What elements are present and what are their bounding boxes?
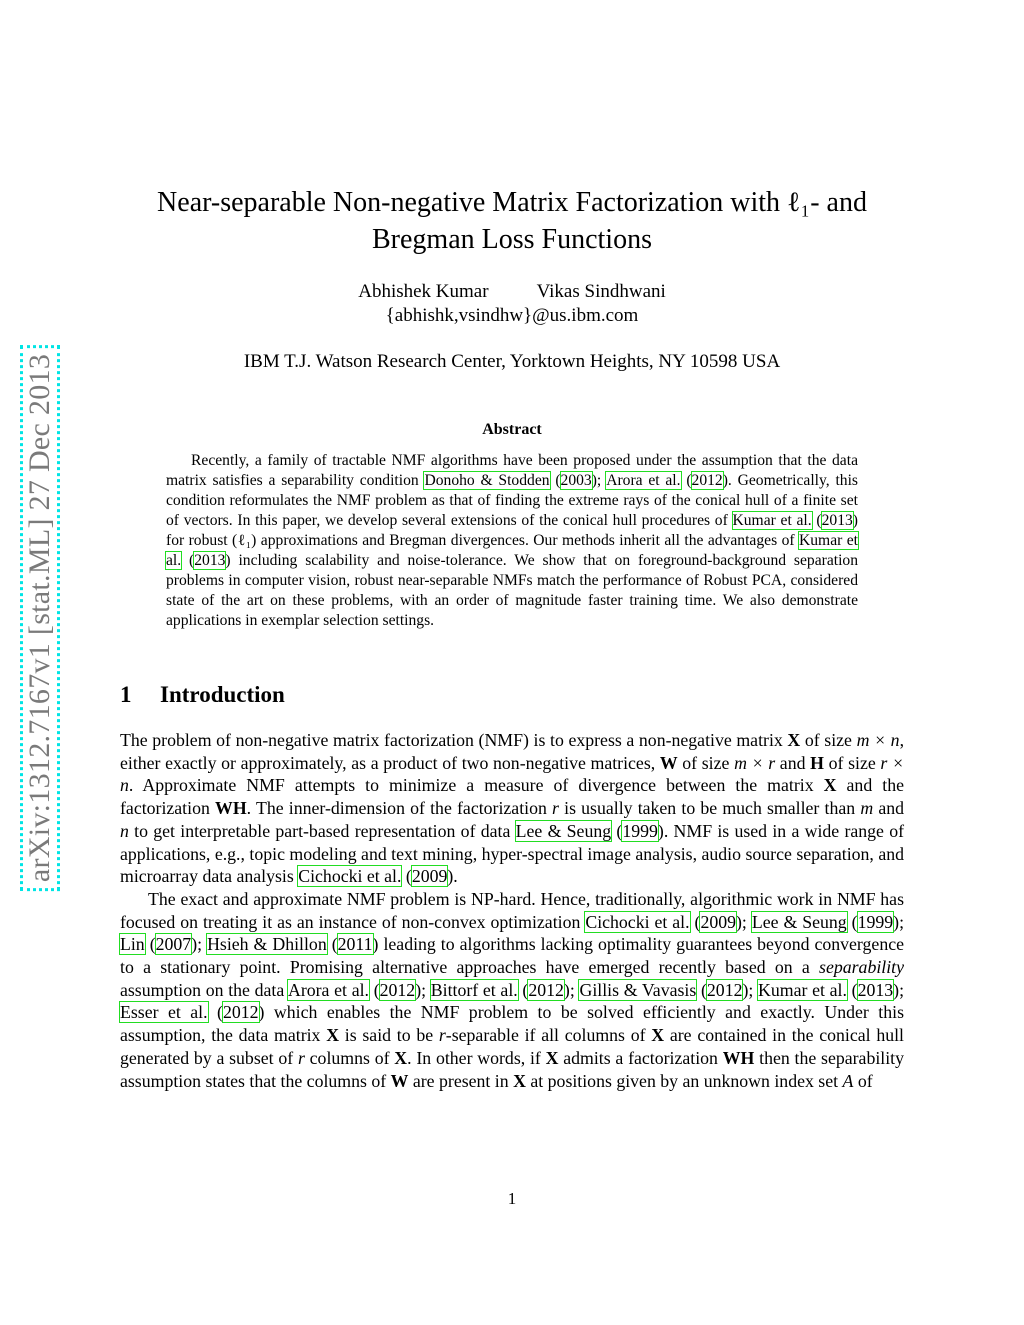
paragraph: [120, 888, 904, 1092]
text-run: . Approximate NMF attempts to minimize a measure of divergence between the matrix: [128, 775, 824, 796]
text-run: ) which enables the NMF problem to be solved efficiently and exactly. Under this assumption, the data matrix: [120, 1002, 904, 1046]
title-line-2: Bregman Loss Functions: [372, 224, 652, 255]
section-heading: [120, 682, 285, 708]
text-run: of size: [800, 730, 857, 750]
section-title: Introduction: [160, 682, 285, 707]
text-run: at positions given by an unknown index set: [525, 1070, 843, 1091]
abstract-heading: Abstract: [482, 421, 542, 438]
citation-link[interactable]: Bittorf et al.: [430, 979, 518, 1000]
text-run: );: [191, 934, 208, 955]
abstract-text-run: (: [549, 472, 561, 489]
math-italic: m × n: [856, 730, 900, 750]
text-run: );: [742, 979, 759, 1000]
citation-year-link[interactable]: 2009: [411, 866, 448, 887]
text-run: (: [611, 820, 623, 841]
citation-year-link[interactable]: 2003: [560, 472, 592, 489]
citation-link[interactable]: Arora et al.: [606, 472, 681, 489]
arxiv-stamp: [22, 318, 58, 918]
citation-link[interactable]: Esser et al.: [120, 1002, 208, 1023]
math-bold: X: [545, 1047, 559, 1068]
math-bold: H: [810, 752, 824, 773]
text-run: is usually taken to be much smaller than: [558, 798, 861, 819]
title-line-1: Near-separable Non-negative Matrix Factorization with ℓ₁- and: [157, 187, 867, 218]
text-run: and: [775, 752, 811, 773]
citation-link[interactable]: Kumar et al.: [758, 979, 847, 1000]
abstract-text-run: ) for robust (ℓ₁) approximations and Bregman divergences. Our methods inherit all the advantages of: [166, 512, 858, 549]
math-italic: r: [297, 1047, 305, 1068]
text-run: of size: [677, 752, 735, 773]
text-run: to get interpretable part-based representation of data: [128, 820, 516, 841]
citation-link[interactable]: Lee & Seung: [515, 820, 612, 841]
text-run: (: [846, 911, 858, 932]
citation-year-link[interactable]: 2012: [222, 1002, 259, 1023]
citation-link[interactable]: Kumar et al.: [732, 512, 812, 529]
text-run: );: [415, 979, 431, 1000]
citation-year-link[interactable]: 1999: [622, 820, 658, 841]
text-run: -separable if all columns of: [445, 1025, 652, 1046]
text-run: columns of: [304, 1047, 395, 1068]
math-bold: X: [651, 1025, 665, 1046]
emphasis: separability: [819, 957, 904, 978]
text-run: and: [873, 798, 905, 819]
math-bold: X: [394, 1047, 408, 1068]
citation-link[interactable]: Donoho & Stodden: [424, 472, 550, 489]
citation-year-link[interactable]: 2012: [528, 979, 564, 1000]
citation-link[interactable]: Gillis & Vavasis: [579, 979, 697, 1000]
math-italic: m: [860, 798, 874, 819]
text-run: ).: [447, 866, 458, 887]
citation-link[interactable]: Lin: [120, 934, 145, 955]
text-run: (: [144, 934, 156, 955]
text-run: are contained in the conical hull generated by a subset of: [120, 1025, 904, 1068]
text-run: (: [207, 1002, 223, 1023]
math-italic: r × n: [120, 752, 904, 796]
citation-link[interactable]: Lee & Seung: [751, 911, 847, 932]
abstract-text-run: ) including scalability and noise-tolerance. We show that on foreground-background separation problems in computer vision, robust near-separable NMFs match the performance of Robust PCA, considered state of the art on these problems, with an order of magnitude faster training time. We also demonstrate applications in exemplar selection settings.: [166, 552, 858, 629]
page-number: 1: [507, 1189, 517, 1208]
abstract-text-run: Recently, a family of tractable NMF algorithms have been proposed under the assumption that the data matrix satisfies a separability condition: [166, 452, 858, 489]
text-run: (: [401, 866, 412, 887]
paragraph: [120, 729, 904, 888]
abstract-text-run: (: [811, 512, 822, 529]
text-run: );: [563, 979, 580, 1000]
affiliation: IBM T.J. Watson Research Center, Yorktown Heights, NY 10598 USA: [243, 351, 781, 372]
citation-link[interactable]: Cichocki et al.: [585, 911, 690, 932]
abstract-text-run: (: [680, 472, 692, 489]
abstract-text: [166, 451, 858, 631]
math-italic: r: [552, 798, 559, 819]
text-run: (: [368, 979, 380, 1000]
author-list: [120, 281, 904, 303]
arxiv-stamp-text[interactable]: arXiv:1312.7167v1 [stat.ML] 27 Dec 2013: [20, 345, 60, 891]
math-italic: m × r: [734, 752, 776, 773]
text-run: (: [326, 934, 338, 955]
math-bold: X: [326, 1025, 340, 1046]
text-run: The exact and approximate NMF problem is NP-hard. Hence, traditionally, algorithmic work in NMF has focused on treating it as an instance of non-convex optimization: [120, 888, 904, 932]
math-italic: A: [842, 1070, 854, 1091]
math-bold: X: [787, 730, 801, 750]
text-run: of: [853, 1070, 873, 1091]
text-run: . In other words, if: [407, 1047, 546, 1068]
text-run: (: [517, 979, 529, 1000]
text-run: then the separability assumption states that the columns of: [120, 1047, 904, 1091]
math-bold: X: [823, 775, 837, 796]
abstract-text-run: ). Geometrically, this condition reformulates the NMF problem as that of finding the extreme rays of the conical hull of a finite set of vectors. In this paper, we develop several extensions of the conical hull procedures of: [166, 472, 858, 529]
math-bold: WH: [722, 1047, 755, 1068]
author-name: Abhishek Kumar: [358, 281, 489, 302]
text-run: );: [893, 979, 905, 1000]
math-bold: X: [513, 1070, 526, 1091]
citation-year-link[interactable]: 1999: [857, 911, 894, 932]
abstract-text-run: );: [591, 472, 607, 489]
math-bold: W: [390, 1070, 409, 1091]
paper-title: [120, 184, 904, 258]
text-run: ). NMF is used in a wide range of applications, e.g., topic modeling and text mining, hyper-spectral image analysis, audio source separation, and microarray data analysis: [120, 820, 905, 887]
citation-year-link[interactable]: 2012: [706, 979, 743, 1000]
author-name: Vikas Sindhwani: [536, 281, 666, 302]
citation-year-link[interactable]: 2012: [691, 472, 723, 489]
text-run: (: [696, 979, 707, 1000]
citation-year-link[interactable]: 2011: [337, 934, 373, 955]
text-run: . The inner-dimension of the factorization: [246, 798, 553, 819]
text-run: and the factorization: [120, 775, 904, 819]
citation-year-link[interactable]: 2013: [194, 552, 226, 569]
citation-year-link[interactable]: 2009: [700, 911, 737, 932]
abstract-text-run: (: [181, 552, 195, 569]
citation-link[interactable]: Arora et al.: [287, 979, 369, 1000]
math-bold: WH: [215, 798, 247, 819]
math-bold: W: [659, 752, 678, 773]
citation-link[interactable]: Kumar et al.: [166, 532, 858, 569]
citation-year-link[interactable]: 2013: [857, 979, 894, 1000]
section-number: 1: [120, 682, 132, 707]
text-run: admits a factorization: [558, 1047, 723, 1068]
citation-year-link[interactable]: 2012: [379, 979, 416, 1000]
text-run: of size: [823, 752, 881, 773]
math-italic: n: [120, 820, 129, 841]
text-run: , either exactly or approximately, as a product of two non-negative matrices,: [120, 730, 905, 773]
intro-body: [120, 729, 904, 1092]
text-run: (: [689, 911, 701, 932]
author-email: {abhishk,vsindhw}@us.ibm.com: [385, 305, 639, 326]
text-run: is said to be: [339, 1025, 439, 1046]
text-run: );: [736, 911, 752, 932]
citation-link[interactable]: Hsieh & Dhillon: [207, 934, 327, 955]
text-run: );: [893, 911, 905, 932]
citation-link[interactable]: Cichocki et al.: [298, 866, 402, 887]
text-run: The problem of non-negative matrix factorization (NMF) is to express a non-negative matrix: [120, 730, 788, 750]
text-run: ) leading to algorithms lacking optimality guarantees beyond convergence to a stationary point. Promising alternative approaches have emerged recently based on a: [120, 934, 904, 978]
text-run: are present in: [408, 1070, 514, 1091]
math-italic: r: [438, 1025, 446, 1046]
citation-year-link[interactable]: 2007: [155, 934, 192, 955]
citation-year-link[interactable]: 2013: [821, 512, 853, 529]
text-run: (: [846, 979, 858, 1000]
text-run: assumption on the data: [120, 979, 288, 1000]
